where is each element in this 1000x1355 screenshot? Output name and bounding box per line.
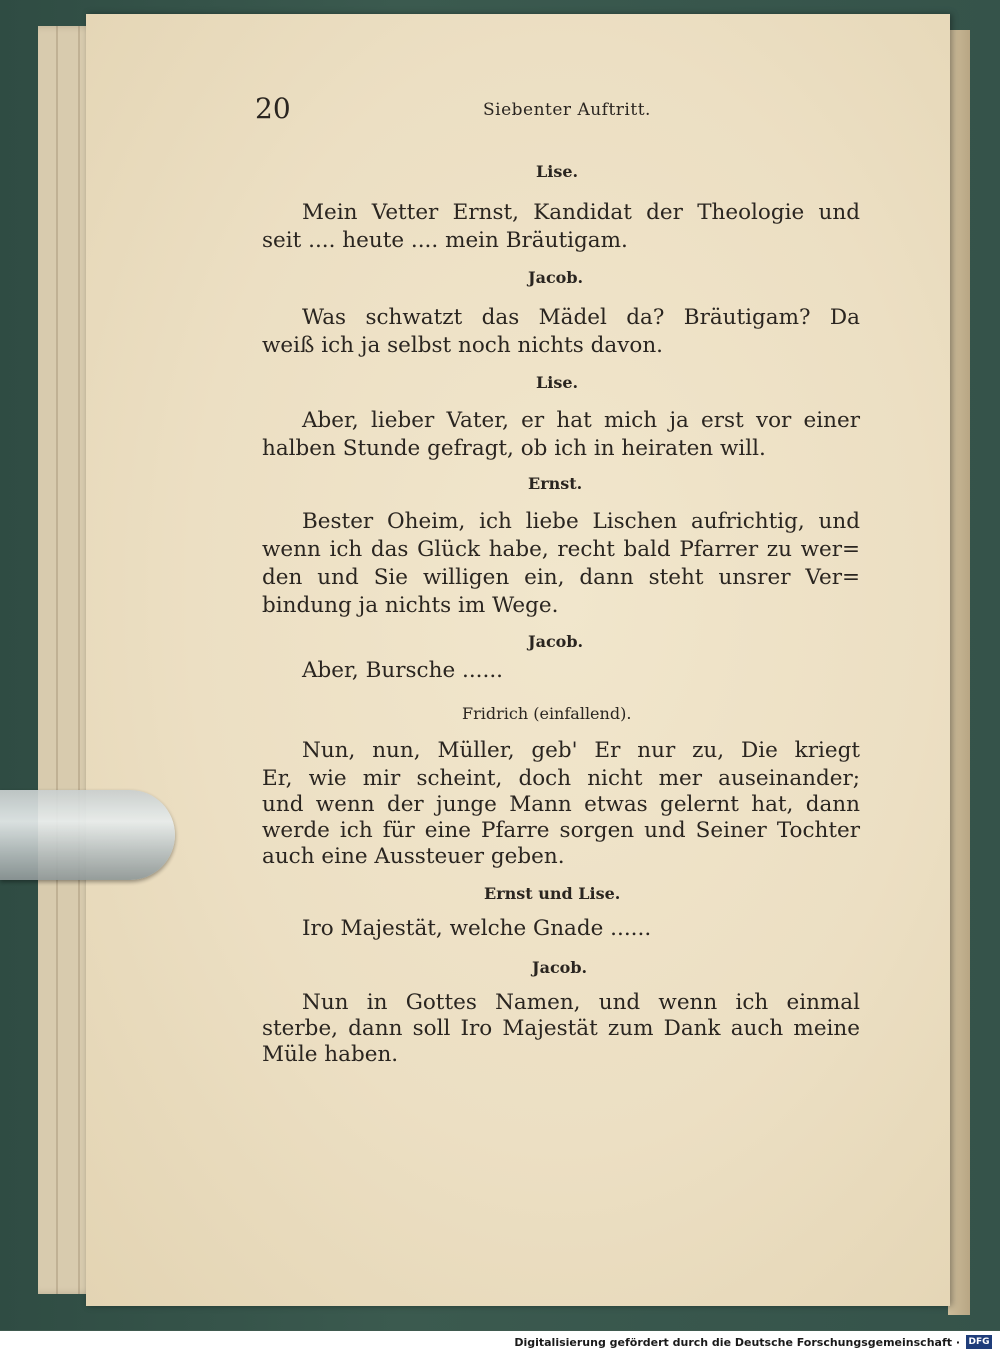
footer-credit: Digitalisierung gefördert durch die Deutsche Forschungsgemeinschaft · bbox=[514, 1336, 960, 1349]
speaker-name: Ernst und Lise. bbox=[484, 884, 621, 903]
speaker-name: Jacob. bbox=[528, 632, 584, 651]
speaker-name: Jacob. bbox=[532, 958, 588, 977]
dialogue-line: Mein Vetter Ernst, Kandidat der Theologie und bbox=[302, 200, 860, 225]
dialogue-line: seit .... heute .... mein Bräutigam. bbox=[262, 228, 628, 253]
page-clip bbox=[0, 790, 175, 880]
dialogue-line: werde ich für eine Pfarre sorgen und Seiner Tochter bbox=[262, 818, 860, 843]
dialogue-line: Aber, lieber Vater, er hat mich ja erst vor einer bbox=[302, 408, 860, 433]
speaker-name: Fridrich (einfallend). bbox=[462, 704, 632, 723]
dialogue-line: und wenn der junge Mann etwas gelernt hat, dann bbox=[262, 792, 860, 817]
dialogue-line: Er, wie mir scheint, doch nicht mer auseinander; bbox=[262, 766, 860, 791]
dialogue-line: weiß ich ja selbst noch nichts davon. bbox=[262, 333, 664, 358]
dialogue-line: Aber, Bursche ...... bbox=[302, 658, 504, 683]
dialogue-line: Bester Oheim, ich liebe Lischen aufrichtig, und bbox=[302, 509, 860, 534]
dialogue-line: Iro Majestät, welche Gnade ...... bbox=[302, 916, 652, 941]
dialogue-line: bindung ja nichts im Wege. bbox=[262, 593, 559, 618]
dialogue-line: sterbe, dann soll Iro Majestät zum Dank auch meine bbox=[262, 1016, 860, 1041]
dialogue-line: halben Stunde gefragt, ob ich in heiraten will. bbox=[262, 436, 766, 461]
dialogue-line: Was schwatzt das Mädel da? Bräutigam? Da bbox=[302, 305, 860, 330]
facing-page-edge bbox=[948, 30, 970, 1315]
running-head: Siebenter Auftritt. bbox=[483, 100, 651, 120]
dialogue-line: auch eine Aussteuer geben. bbox=[262, 844, 565, 869]
page-edge bbox=[78, 26, 80, 1294]
dfg-logo: DFG bbox=[966, 1335, 992, 1349]
dialogue-line: Nun, nun, Müller, geb' Er nur zu, Die kriegt bbox=[302, 738, 860, 763]
dialogue-line: Müle haben. bbox=[262, 1042, 399, 1067]
dialogue-line: wenn ich das Glück habe, recht bald Pfarrer zu wer= bbox=[262, 537, 860, 562]
page-edge bbox=[56, 26, 58, 1294]
speaker-name: Ernst. bbox=[528, 474, 583, 493]
speaker-name: Lise. bbox=[536, 162, 579, 181]
footer-bar bbox=[0, 1331, 1000, 1355]
page-header bbox=[255, 92, 675, 128]
speaker-name: Jacob. bbox=[528, 268, 584, 287]
page-number: 20 bbox=[255, 92, 291, 125]
speaker-name: Lise. bbox=[536, 373, 579, 392]
dialogue-line: Nun in Gottes Namen, und wenn ich einmal bbox=[302, 990, 860, 1015]
dialogue-line: den und Sie willigen ein, dann steht unsrer Ver= bbox=[262, 565, 860, 590]
